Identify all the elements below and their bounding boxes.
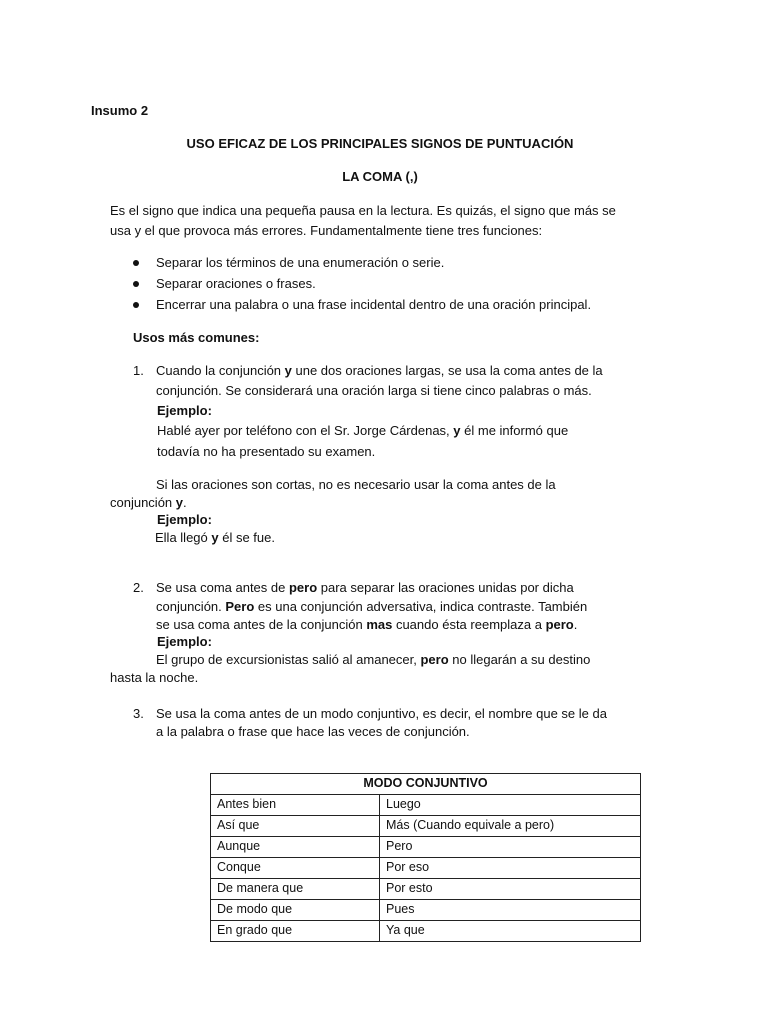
table-cell: Pero xyxy=(380,837,641,858)
item2-line-3: se usa coma antes de la conjunción mas cuando ésta reemplaza a pero. xyxy=(156,617,578,632)
table-cell: Luego xyxy=(380,795,641,816)
table-row xyxy=(211,879,641,900)
doc-title: USO EFICAZ DE LOS PRINCIPALES SIGNOS DE PUNTUACIÓN xyxy=(186,136,574,151)
item-number: 1. xyxy=(133,363,144,378)
bullet-marker xyxy=(133,260,139,266)
item2-line-2: conjunción. Pero es una conjunción adversativa, indica contraste. También xyxy=(156,599,588,614)
table-row xyxy=(211,837,641,858)
doc-label: Insumo 2 xyxy=(91,103,149,118)
item1-line-2: conjunción. Se considerará una oración larga si tiene cinco palabras o más. xyxy=(156,383,592,398)
item1-short-1: Si las oraciones son cortas, no es necesario usar la coma antes de la xyxy=(156,477,556,492)
bullet-item: Separar oraciones o frases. xyxy=(156,276,316,291)
table-cell: Así que xyxy=(211,816,380,837)
table-cell: De modo que xyxy=(211,900,380,921)
intro-line-2: usa y el que provoca más errores. Fundamentalmente tiene tres funciones: xyxy=(110,223,543,238)
doc-subtitle: LA COMA (,) xyxy=(342,169,418,184)
item-number: 3. xyxy=(133,706,144,721)
table-header: MODO CONJUNTIVO xyxy=(211,774,641,795)
table-row xyxy=(211,921,641,942)
item1-example-3: Ella llegó y él se fue. xyxy=(155,530,275,545)
bullet-marker xyxy=(133,281,139,287)
item2-example-2: hasta la noche. xyxy=(110,670,199,685)
item1-short-2: conjunción y. xyxy=(110,495,187,510)
table-row xyxy=(211,900,641,921)
table-row xyxy=(211,795,641,816)
usos-heading: Usos más comunes: xyxy=(133,330,260,345)
item1-example-1: Hablé ayer por teléfono con el Sr. Jorge Cárdenas, y él me informó que xyxy=(157,423,569,438)
table-header-row xyxy=(211,774,641,795)
ejemplo-label: Ejemplo: xyxy=(157,634,212,649)
table-cell: Antes bien xyxy=(211,795,380,816)
bullet-marker xyxy=(133,302,139,308)
table-row xyxy=(211,858,641,879)
table-cell: Por esto xyxy=(380,879,641,900)
ejemplo-label: Ejemplo: xyxy=(157,403,212,418)
item2-example-1: El grupo de excursionistas salió al amanecer, pero no llegarán a su destino xyxy=(156,652,591,667)
item-number: 2. xyxy=(133,580,144,595)
intro-line-1: Es el signo que indica una pequeña pausa en la lectura. Es quizás, el signo que más se xyxy=(110,203,616,218)
item1-example-2: todavía no ha presentado su examen. xyxy=(157,444,376,459)
item2-line-1: Se usa coma antes de pero para separar las oraciones unidas por dicha xyxy=(156,580,574,595)
table-row xyxy=(211,816,641,837)
table-cell: En grado que xyxy=(211,921,380,942)
table-cell: Pues xyxy=(380,900,641,921)
item3-line-2: a la palabra o frase que hace las veces de conjunción. xyxy=(156,724,470,739)
modo-conjuntivo-table xyxy=(210,773,641,942)
table-cell: De manera que xyxy=(211,879,380,900)
bullet-item: Encerrar una palabra o una frase incidental dentro de una oración principal. xyxy=(156,297,592,312)
table-cell: Por eso xyxy=(380,858,641,879)
item3-line-1: Se usa la coma antes de un modo conjuntivo, es decir, el nombre que se le da xyxy=(156,706,607,721)
table-cell: Aunque xyxy=(211,837,380,858)
bullet-item: Separar los términos de una enumeración o serie. xyxy=(156,255,445,270)
table-cell: Más (Cuando equivale a pero) xyxy=(380,816,641,837)
table-cell: Ya que xyxy=(380,921,641,942)
item1-line-1: Cuando la conjunción y une dos oraciones largas, se usa la coma antes de la xyxy=(156,363,603,378)
ejemplo-label: Ejemplo: xyxy=(157,512,212,527)
table-cell: Conque xyxy=(211,858,380,879)
